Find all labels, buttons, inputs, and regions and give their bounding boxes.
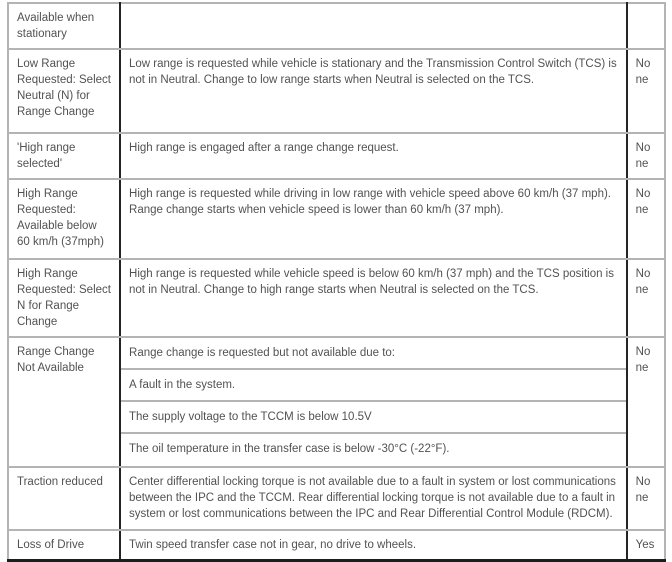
description-subrow: The oil temperature in the transfer case is below -30°C (-22°F). [129,443,450,455]
description-subrow: The supply voltage to the TCCM is below 10.5V [121,402,626,434]
table-row [8,337,665,467]
message-cell: High Range Requested: Select N for Range Change [8,259,120,337]
message-cell: Available when stationary [8,3,120,49]
flag-cell: None [627,259,665,337]
message-cell: Low Range Requested: Select Neutral (N) for Range Change [8,49,120,133]
message-cell: Traction reduced [8,467,120,530]
message-table [7,2,666,562]
flag-cell: None [627,49,665,133]
description-cell: Center differential locking torque is not available due to a fault in system or lost communications between the IPC and the TCCM. Rear differential locking torque is not available due to a fault in system or lost communications between the IPC and Rear Differential Control Module (RDCM). [120,467,627,530]
table-row [8,467,665,530]
message-cell: High Range Requested: Available below 60 km/h (37mph) [8,179,120,259]
description-cell [120,337,627,467]
table-row [8,259,665,337]
flag-cell: None [627,467,665,530]
description-cell [120,3,627,49]
table-row [8,133,665,179]
flag-cell [627,3,665,49]
description-cell: Twin speed transfer case not in gear, no drive to wheels. [120,530,627,561]
flag-cell: None [627,179,665,259]
table-row [8,49,665,133]
description-subrow: A fault in the system. [121,370,626,402]
description-subrow: Range change is requested but not available due to: [121,338,626,370]
table-row [8,3,665,49]
flag-cell: None [627,337,665,467]
description-cell: High range is requested while vehicle speed is below 60 km/h (37 mph) and the TCS position is not in Neutral. Change to high range starts when Neutral is selected on the TCS. [120,259,627,337]
flag-cell: None [627,133,665,179]
table-row [8,530,665,561]
description-cell: High range is requested while driving in low range with vehicle speed above 60 km/h (37 mph). Range change starts when vehicle speed is lower than 60 km/h (37 mph). [120,179,627,259]
message-cell: Range Change Not Available [8,337,120,467]
description-cell: Low range is requested while vehicle is stationary and the Transmission Control Switch (TCS) is not in Neutral. Change to low range starts when Neutral is selected on the TCS. [120,49,627,133]
message-cell: 'High range selected' [8,133,120,179]
description-cell: High range is engaged after a range change request. [120,133,627,179]
table-row [8,179,665,259]
flag-cell: Yes [635,539,655,551]
message-cell: Loss of Drive [8,530,120,561]
